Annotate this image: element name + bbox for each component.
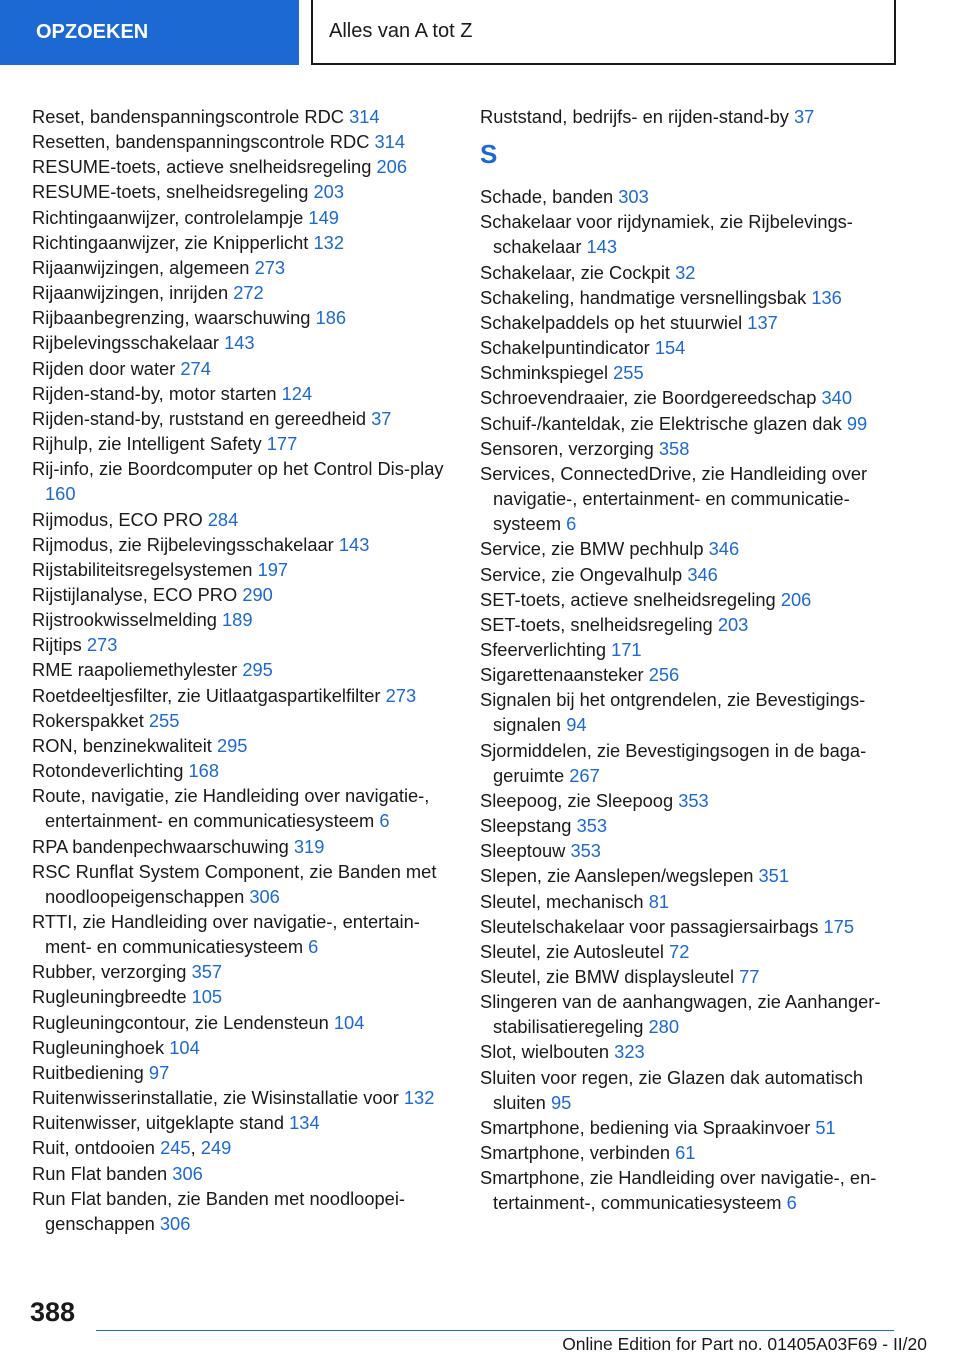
index-entry xyxy=(32,205,452,230)
page-link[interactable]: 6 xyxy=(786,1192,797,1214)
page-link[interactable]: 6 xyxy=(379,810,390,832)
index-entry xyxy=(32,733,452,758)
page-link[interactable]: 346 xyxy=(708,538,740,560)
page-link[interactable]: 323 xyxy=(614,1041,645,1063)
index-entry-text: Rij-info, zie Boordcomputer op het Control Dis-play xyxy=(32,458,444,480)
index-entry xyxy=(32,154,452,179)
index-entry xyxy=(480,1065,900,1115)
page-link[interactable]: 358 xyxy=(658,437,690,459)
section-tab xyxy=(0,0,299,65)
page-link[interactable]: 203 xyxy=(313,181,344,203)
page-link[interactable]: 37 xyxy=(371,407,392,429)
index-entry xyxy=(480,687,900,737)
index-entry-text: Schminkspiegel xyxy=(480,362,609,384)
index-entry xyxy=(32,532,452,557)
index-entry-text: Rubber, verzorging xyxy=(32,961,187,983)
index-entry xyxy=(32,758,452,783)
index-entry-text: Rijaanwijzingen, algemeen xyxy=(32,256,250,278)
index-entry-text: Smartphone, bediening via Spraakinvoer xyxy=(480,1116,811,1138)
page-link[interactable]: 143 xyxy=(338,533,370,555)
page-link[interactable]: 77 xyxy=(739,966,760,987)
index-entry xyxy=(480,788,900,813)
page-link[interactable]: 249 xyxy=(200,1137,232,1159)
index-entry-text: Service, zie Ongevalhulp xyxy=(480,563,683,585)
page-link[interactable]: 353 xyxy=(576,815,608,837)
index-entry-text: Schakeling, handmatige versnellingsbak xyxy=(480,286,807,308)
page-link[interactable]: 306 xyxy=(159,1212,191,1234)
index-entry-text: Ruitenwisser, uitgeklapte stand xyxy=(32,1112,285,1134)
index-entry xyxy=(480,411,900,436)
index-entry xyxy=(32,381,452,406)
page-link[interactable]: 154 xyxy=(654,337,686,359)
page-link[interactable]: 256 xyxy=(648,664,680,686)
edition-note: Online Edition for Part no. 01405A03F69 - II/20 xyxy=(562,1334,927,1354)
index-entry-text: Schroevendraaier, zie Boordgereedschap xyxy=(480,387,817,409)
letter-heading: S xyxy=(480,139,498,170)
index-entry xyxy=(32,557,452,582)
index-entry-text: Roetdeeltjesfilter, zie Uitlaatgaspartikelfilter xyxy=(32,684,381,706)
index-entry xyxy=(32,255,452,280)
index-entry xyxy=(32,1035,452,1060)
index-entry-text: Sleutel, zie BMW displaysleutel xyxy=(480,966,735,987)
page-link[interactable]: 99 xyxy=(846,412,868,434)
index-entry-text: Schade, banden xyxy=(480,186,614,208)
index-entry xyxy=(480,1165,900,1215)
index-entry: Ruit, ontdooien 245, 249 xyxy=(32,1137,232,1159)
index-entry xyxy=(480,964,900,989)
index-entry xyxy=(32,859,452,909)
index-entry-text: SET-toets, snelheidsregeling xyxy=(480,613,713,635)
index-entry-text: Rugleuningbreedte xyxy=(32,986,187,1008)
page-link[interactable]: 267 xyxy=(569,764,600,786)
index-entry xyxy=(480,260,900,285)
page-link[interactable]: 171 xyxy=(611,638,642,660)
page-link[interactable]: 206 xyxy=(376,156,407,178)
index-entry xyxy=(32,909,452,959)
index-entry xyxy=(480,813,900,838)
index-entry xyxy=(32,1010,452,1035)
index-entry xyxy=(480,889,900,914)
page-link[interactable]: 97 xyxy=(148,1061,170,1083)
index-entry xyxy=(32,230,452,255)
page-link[interactable]: 134 xyxy=(289,1112,320,1134)
page-link[interactable]: 353 xyxy=(678,789,709,811)
index-entry-text: Schakelaar, zie Cockpit xyxy=(480,261,671,283)
index-entry xyxy=(480,360,900,385)
index-entry xyxy=(32,280,452,305)
index-entry-text: Rijbelevingsschakelaar xyxy=(32,332,219,354)
page-link[interactable]: 143 xyxy=(586,236,618,258)
index-entry-text: Services, ConnectedDrive, zie Handleiding over navigatie-, entertainment- en communicatie-systeem xyxy=(480,462,868,535)
index-entry xyxy=(32,104,452,129)
page-link[interactable]: 72 xyxy=(669,940,690,962)
page-link[interactable]: 273 xyxy=(385,684,417,706)
index-entry xyxy=(32,607,452,632)
page-link[interactable]: 149 xyxy=(308,206,339,228)
page-link[interactable]: 32 xyxy=(675,261,696,283)
index-entry xyxy=(480,939,900,964)
page-link[interactable]: 203 xyxy=(717,613,749,635)
index-entry-text: Schakelpuntindicator xyxy=(480,337,650,359)
page-link[interactable]: 303 xyxy=(618,186,649,208)
index-entry xyxy=(480,1039,900,1064)
index-entry-text: RON, benzinekwaliteit xyxy=(32,734,212,756)
index-entry-text: Service, zie BMW pechhulp xyxy=(480,538,704,560)
page-link[interactable]: 274 xyxy=(180,357,211,379)
subject-label: Alles van A tot Z xyxy=(329,20,473,42)
index-entry xyxy=(32,507,452,532)
index-entry xyxy=(32,1060,452,1085)
page-link[interactable]: 105 xyxy=(191,986,223,1008)
index-entry-text: Rijmodus, zie Rijbelevingsschakelaar xyxy=(32,533,334,555)
index-entry xyxy=(32,1085,452,1110)
index-entry xyxy=(32,1161,452,1186)
index-entry-text: Schakelaar voor rijdynamiek, zie Rijbelevings-schakelaar xyxy=(480,211,853,258)
index-entry-text: Resetten, bandenspanningscontrole RDC xyxy=(32,131,370,153)
index-entry-text: RTTI, zie Handleiding over navigatie-, entertain-ment- en communicatiesysteem xyxy=(32,911,420,958)
index-entry xyxy=(32,984,452,1009)
page-link[interactable]: 81 xyxy=(648,890,670,912)
index-entry xyxy=(32,1186,452,1236)
page-link[interactable]: 314 xyxy=(374,131,406,153)
index-entry-text: Ruit, ontdooien xyxy=(32,1137,155,1159)
index-entry xyxy=(480,914,900,939)
page-link[interactable]: 104 xyxy=(169,1036,200,1058)
index-entry-text: Rijmodus, ECO PRO xyxy=(32,508,203,530)
index-entry xyxy=(32,582,452,607)
index-entry xyxy=(480,637,900,662)
footer-rule xyxy=(96,1330,894,1331)
index-entry xyxy=(32,179,452,204)
index-entry-text: Rokerspakket xyxy=(32,709,144,731)
index-entry-text: Run Flat banden xyxy=(32,1162,168,1184)
index-entry xyxy=(32,305,452,330)
page-link[interactable]: 306 xyxy=(249,885,280,907)
page-link[interactable]: 168 xyxy=(188,760,220,782)
index-column-right xyxy=(480,104,900,1216)
index-entry-text: Run Flat banden, zie Banden met noodloopei-genschappen xyxy=(32,1187,405,1234)
page-link[interactable]: 353 xyxy=(570,840,601,862)
index-entry-text: Rijstijlanalyse, ECO PRO xyxy=(32,583,238,605)
page-link[interactable]: 6 xyxy=(308,936,319,958)
index-entry-text: Rijden door water xyxy=(32,357,176,379)
index-entry-text: Sleepstang xyxy=(480,815,572,837)
index-column-left xyxy=(32,104,452,1236)
index-entry-text: Rijden-stand-by, motor starten xyxy=(32,382,277,404)
index-entry xyxy=(480,662,900,687)
page-link[interactable]: 124 xyxy=(281,382,313,404)
page-link[interactable]: 272 xyxy=(233,282,264,304)
index-entry xyxy=(32,129,452,154)
index-entry-text: Rotondeverlichting xyxy=(32,760,184,782)
subject-tab xyxy=(311,0,896,65)
page-link[interactable]: 351 xyxy=(758,865,790,887)
index-entry xyxy=(480,738,900,788)
index-entry-text: Sfeerverlichting xyxy=(480,638,606,660)
section-label: OPZOEKEN xyxy=(36,21,149,43)
index-entry-text: RPA bandenpechwaarschuwing xyxy=(32,835,289,857)
index-entry xyxy=(32,834,452,859)
page-link[interactable]: 189 xyxy=(222,609,253,631)
index-entry xyxy=(480,461,900,536)
index-entry-text: Ruitbediening xyxy=(32,1061,144,1083)
page-link[interactable]: 177 xyxy=(266,433,298,455)
index-entry-text: Signalen bij het ontgrendelen, zie Bevestigings-signalen xyxy=(480,689,866,736)
index-entry-text: Rijtips xyxy=(32,634,82,656)
index-entry-text: Richtingaanwijzer, zie Knipperlicht xyxy=(32,231,309,253)
index-entry-text: SET-toets, actieve snelheidsregeling xyxy=(480,588,776,610)
index-entry xyxy=(480,209,900,259)
index-entry-text: Sleutel, zie Autosleutel xyxy=(480,940,664,962)
page-link[interactable]: 306 xyxy=(172,1162,203,1184)
page-link[interactable]: 314 xyxy=(349,106,380,127)
page-link[interactable]: 104 xyxy=(333,1011,365,1033)
index-entry-text: Ruststand, bedrijfs- en rijden-stand-by xyxy=(480,106,789,127)
index-entry-text: Sensoren, verzorging xyxy=(480,437,654,459)
index-entry-text: Rijbaanbegrenzing, waarschuwing xyxy=(32,307,311,329)
page-link[interactable]: 136 xyxy=(811,286,842,308)
index-entry-text: RME raapoliemethylester xyxy=(32,659,238,681)
index-entry xyxy=(32,456,452,506)
page-link[interactable]: 295 xyxy=(242,659,273,681)
page-link[interactable]: 319 xyxy=(293,835,325,857)
page-link[interactable]: 197 xyxy=(257,558,289,580)
index-entry xyxy=(480,385,900,410)
index-entry-text: Smartphone, verbinden xyxy=(480,1142,671,1164)
index-entry-text: Reset, bandenspanningscontrole RDC xyxy=(32,106,344,127)
index-entry xyxy=(480,285,900,310)
page-link[interactable]: 143 xyxy=(224,332,255,354)
page-link[interactable]: 245 xyxy=(160,1137,191,1159)
index-entry xyxy=(480,863,900,888)
index-entry xyxy=(480,587,900,612)
page-link[interactable]: 132 xyxy=(313,231,344,253)
index-entry xyxy=(480,310,900,335)
index-entry-text: Slingeren van de aanhangwagen, zie Aanhanger-stabilisatieregeling xyxy=(480,991,881,1038)
index-entry-text: RESUME-toets, actieve snelheidsregeling xyxy=(32,156,372,178)
page-link[interactable]: 346 xyxy=(687,563,718,585)
index-entry-text: Slot, wielbouten xyxy=(480,1041,610,1063)
page-link[interactable]: 186 xyxy=(315,307,347,329)
index-entry-text: Slepen, zie Aanslepen/wegslepen xyxy=(480,865,754,887)
index-entry-text: Schuif-/kanteldak, zie Elektrische glazen dak xyxy=(480,412,842,434)
index-entry-text: Rijaanwijzingen, inrijden xyxy=(32,282,229,304)
index-entry-text: Sluiten voor regen, zie Glazen dak automatisch sluiten xyxy=(480,1066,864,1113)
index-entry-text: Sleutel, mechanisch xyxy=(480,890,644,912)
index-entry-text: Rugleuningcontour, zie Lendensteun xyxy=(32,1011,329,1033)
index-entry xyxy=(32,356,452,381)
index-entry-text: Rijstrookwisselmelding xyxy=(32,609,217,631)
index-entry-text: Sleepoog, zie Sleepoog xyxy=(480,789,674,811)
page-link[interactable]: 255 xyxy=(148,709,180,731)
index-entry-text: Smartphone, zie Handleiding over navigatie-, en-tertainment-, communicatiesysteem xyxy=(480,1167,877,1214)
index-entry-text: Route, navigatie, zie Handleiding over navigatie-, entertainment- en communicatiesysteem xyxy=(32,785,430,832)
index-entry xyxy=(480,536,900,561)
page-link[interactable]: 94 xyxy=(566,714,587,736)
page-link[interactable]: 95 xyxy=(550,1091,572,1113)
page-link[interactable]: 132 xyxy=(403,1087,435,1109)
index-entry-text: Rijden-stand-by, ruststand en gereedheid xyxy=(32,407,367,429)
index-entry-text: RESUME-toets, snelheidsregeling xyxy=(32,181,309,203)
index-entry xyxy=(480,1115,900,1140)
index-entry xyxy=(480,562,900,587)
page-link[interactable]: 6 xyxy=(566,513,577,535)
index-entry xyxy=(480,838,900,863)
page-link[interactable]: 284 xyxy=(207,508,239,530)
page-link[interactable]: 295 xyxy=(216,734,248,756)
index-entry-text: Rijstabiliteitsregelsystemen xyxy=(32,558,253,580)
index-entry-text: Sigarettenaansteker xyxy=(480,664,644,686)
page-link[interactable]: 37 xyxy=(794,106,815,127)
index-entry xyxy=(32,708,452,733)
page-link[interactable]: 160 xyxy=(45,483,76,505)
index-entry xyxy=(480,104,900,129)
page-link[interactable]: 273 xyxy=(86,634,118,656)
index-entry xyxy=(32,406,452,431)
index-entry xyxy=(480,989,900,1039)
page-number: 388 xyxy=(30,1297,76,1327)
index-entry xyxy=(480,612,900,637)
index-entry-text: Sleutelschakelaar voor passagiersairbags xyxy=(480,915,819,937)
index-entry xyxy=(32,959,452,984)
index-entry xyxy=(480,184,900,209)
index-entry xyxy=(32,657,452,682)
index-entry-text: Sleeptouw xyxy=(480,840,566,862)
page-link[interactable]: 273 xyxy=(254,256,286,278)
page-link[interactable]: 51 xyxy=(815,1116,836,1138)
page-link[interactable]: 206 xyxy=(780,588,812,610)
page-link[interactable]: 290 xyxy=(242,583,273,605)
page-link[interactable]: 255 xyxy=(613,362,644,384)
index-entry-text: Rugleuninghoek xyxy=(32,1036,165,1058)
page-link[interactable]: 137 xyxy=(747,311,778,333)
index-entry-text: Rijhulp, zie Intelligent Safety xyxy=(32,433,262,455)
index-entry xyxy=(32,431,452,456)
index-entry-text: Richtingaanwijzer, controlelampje xyxy=(32,206,304,228)
index-entry xyxy=(32,783,452,833)
index-entry xyxy=(480,335,900,360)
index-entry xyxy=(32,1110,452,1135)
page-link[interactable]: 357 xyxy=(191,961,223,983)
index-entry-text: Sjormiddelen, zie Bevestigingsogen in de baga-geruimte xyxy=(480,739,867,786)
index-entry xyxy=(480,436,900,461)
index-entry xyxy=(480,1140,900,1165)
index-entry xyxy=(32,330,452,355)
page-link[interactable]: 280 xyxy=(648,1016,680,1038)
index-entry-text: Schakelpaddels op het stuurwiel xyxy=(480,311,743,333)
index-entry-text: RSC Runflat System Component, zie Banden met noodloopeigenschappen xyxy=(32,860,437,907)
index-entry-text: Ruitenwisserinstallatie, zie Wisinstallatie voor xyxy=(32,1087,399,1109)
index-entry xyxy=(32,632,452,657)
index-entry xyxy=(32,683,452,708)
page-link[interactable]: 340 xyxy=(821,387,852,409)
page-link[interactable]: 175 xyxy=(823,915,854,937)
page-link[interactable]: 61 xyxy=(675,1142,696,1164)
